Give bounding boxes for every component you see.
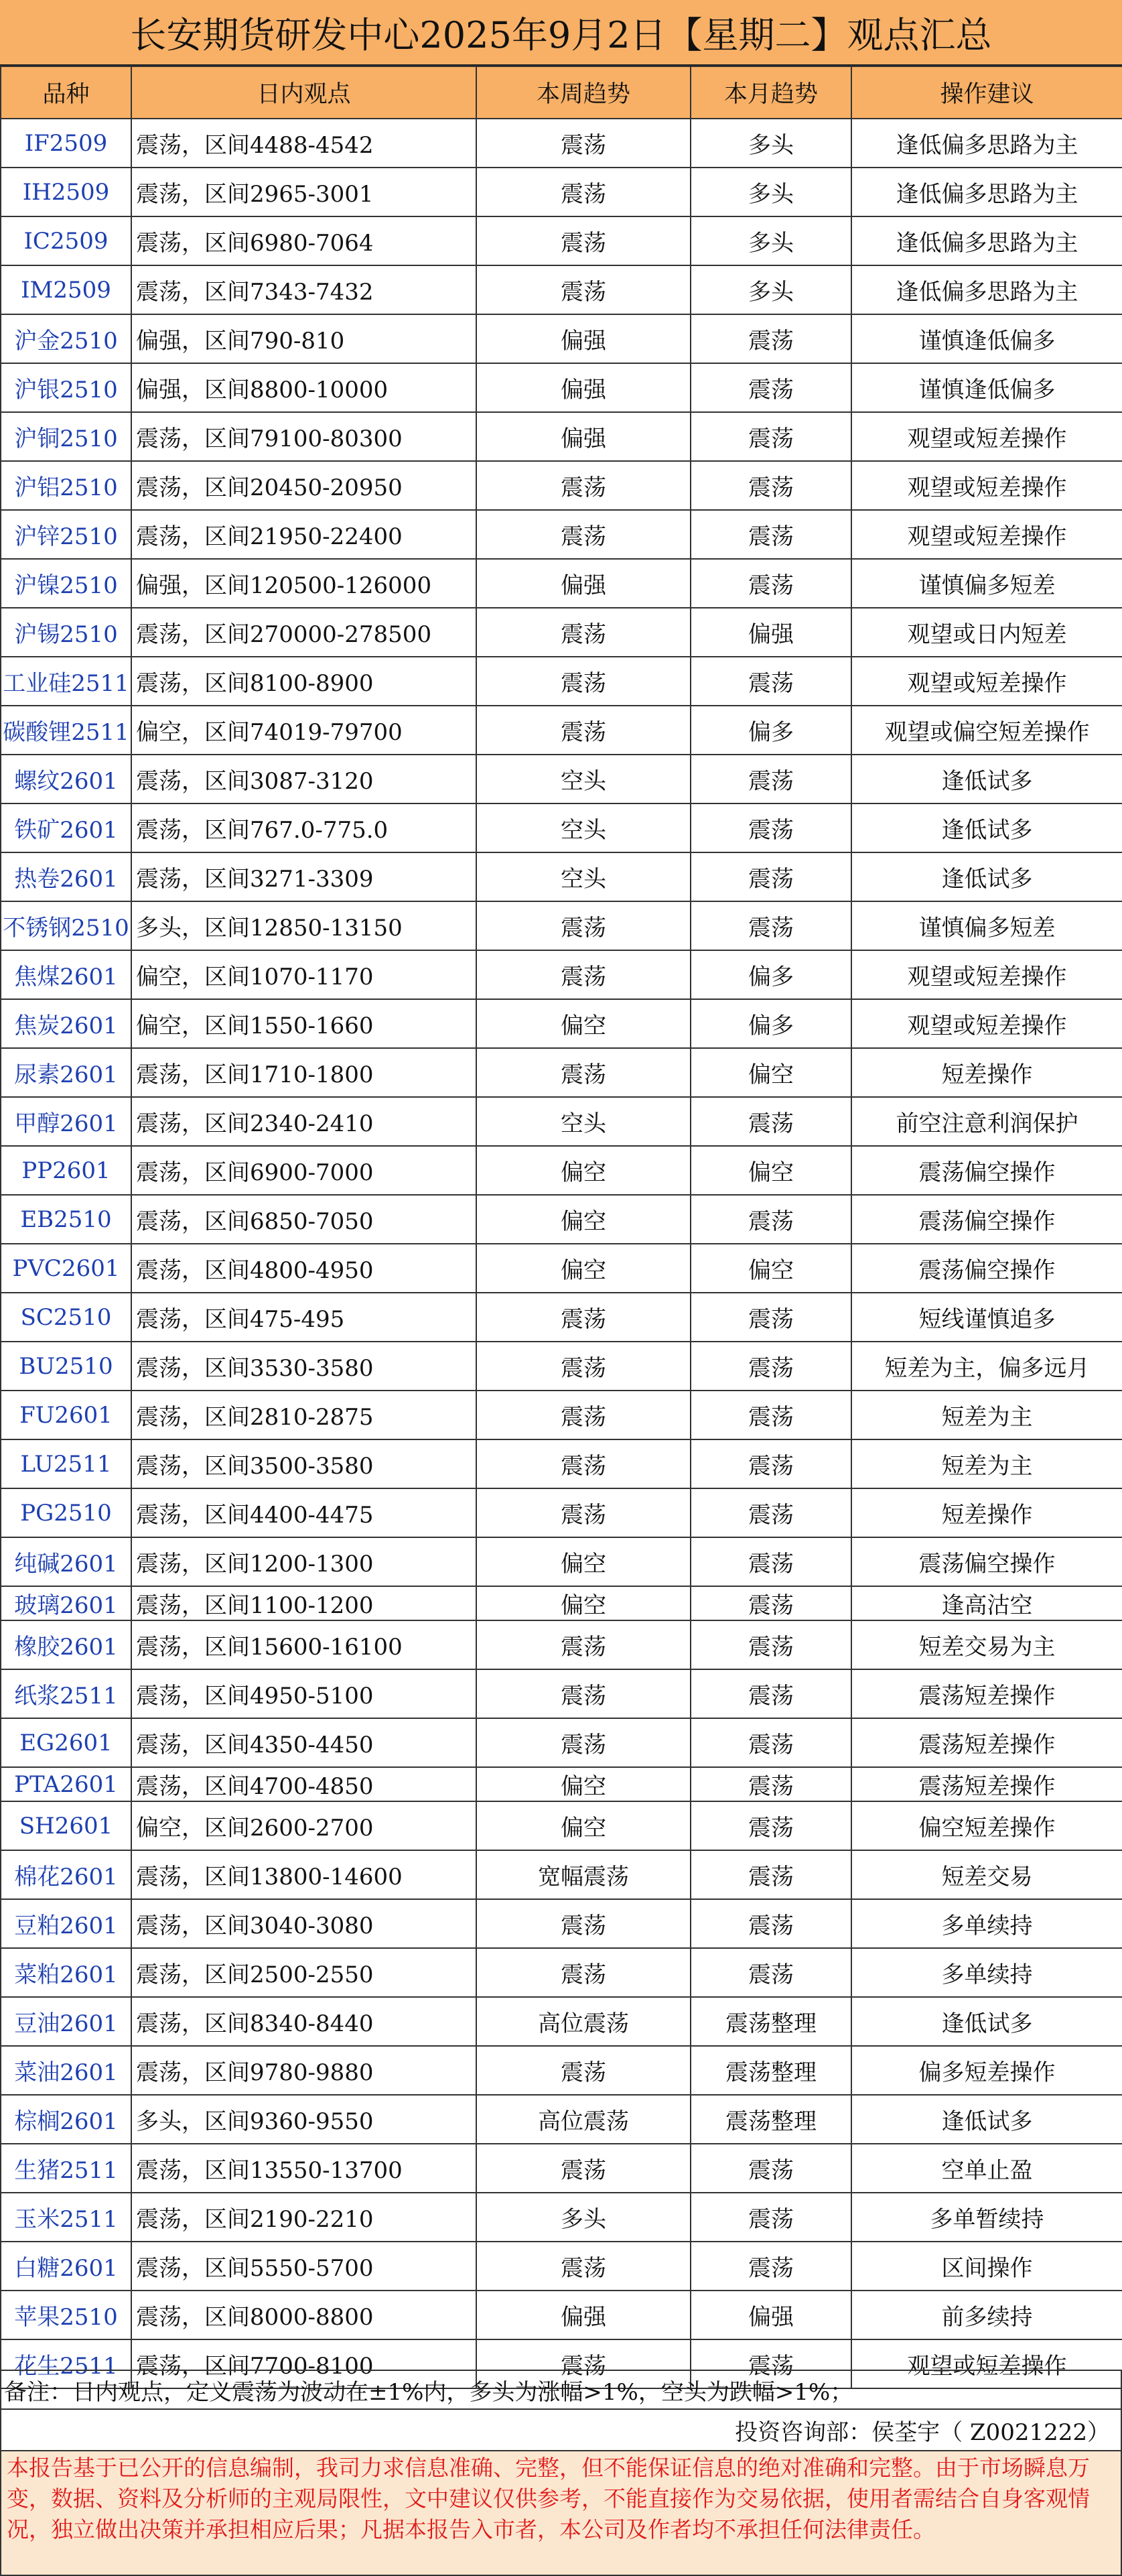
cell-monthly-trend: 震荡整理 (691, 2046, 851, 2095)
table-row (1, 1342, 1122, 1391)
cell-suggestion: 短差交易 (851, 1850, 1122, 1899)
cell-suggestion: 谨慎偏多短差 (851, 901, 1122, 950)
cell-suggestion: 逢低偏多思路为主 (851, 119, 1122, 168)
cell-weekly-trend: 震荡 (476, 2046, 691, 2095)
table-row (1, 1488, 1122, 1537)
table-row (1, 510, 1122, 559)
cell-weekly-trend: 震荡 (476, 510, 691, 559)
cell-variety: 沪金2510 (1, 314, 131, 363)
cell-suggestion: 观望或短差操作 (851, 461, 1122, 510)
table-row (1, 216, 1122, 265)
table-row (1, 1195, 1122, 1244)
cell-variety: 纯碱2601 (1, 1537, 131, 1586)
cell-intraday-view: 震荡，区间8000-8800 (131, 2291, 476, 2339)
cell-intraday-view: 震荡，区间13800-14600 (131, 1850, 476, 1899)
table-row (1, 265, 1122, 314)
header-weekly-trend: 本周趋势 (476, 66, 691, 119)
cell-weekly-trend: 震荡 (476, 1439, 691, 1488)
cell-intraday-view: 震荡，区间6980-7064 (131, 216, 476, 265)
cell-intraday-view: 偏空，区间2600-2700 (131, 1801, 476, 1850)
cell-intraday-view: 震荡，区间2965-3001 (131, 168, 476, 216)
cell-monthly-trend: 震荡 (691, 510, 851, 559)
cell-variety: 苹果2510 (1, 2291, 131, 2339)
cell-monthly-trend: 震荡整理 (691, 1997, 851, 2046)
cell-intraday-view: 偏强，区间8800-10000 (131, 363, 476, 412)
cell-intraday-view: 多头，区间12850-13150 (131, 901, 476, 950)
table-row (1, 1146, 1122, 1195)
cell-intraday-view: 震荡，区间21950-22400 (131, 510, 476, 559)
cell-weekly-trend: 空头 (476, 755, 691, 803)
cell-intraday-view: 震荡，区间6900-7000 (131, 1146, 476, 1195)
cell-weekly-trend: 偏空 (476, 1586, 691, 1620)
cell-variety: 菜粕2601 (1, 1948, 131, 1997)
cell-monthly-trend: 震荡 (691, 1293, 851, 1342)
table-row (1, 1669, 1122, 1718)
cell-intraday-view: 偏空，区间1070-1170 (131, 950, 476, 999)
cell-intraday-view: 偏空，区间74019-79700 (131, 706, 476, 755)
table-row (1, 706, 1122, 755)
cell-variety: PTA2601 (1, 1767, 131, 1801)
cell-intraday-view: 震荡，区间9780-9880 (131, 2046, 476, 2095)
cell-weekly-trend: 偏空 (476, 1244, 691, 1293)
table-row (1, 559, 1122, 608)
cell-weekly-trend: 偏强 (476, 314, 691, 363)
cell-monthly-trend: 震荡 (691, 1620, 851, 1669)
cell-weekly-trend: 偏强 (476, 363, 691, 412)
table-row (1, 2046, 1122, 2095)
cell-weekly-trend: 震荡 (476, 1620, 691, 1669)
table-row (1, 2291, 1122, 2339)
cell-monthly-trend: 震荡 (691, 1586, 851, 1620)
cell-variety: PG2510 (1, 1488, 131, 1537)
table-row (1, 1767, 1122, 1801)
cell-variety: 螺纹2601 (1, 755, 131, 803)
cell-variety: 橡胶2601 (1, 1620, 131, 1669)
cell-monthly-trend: 偏多 (691, 999, 851, 1048)
cell-intraday-view: 震荡，区间6850-7050 (131, 1195, 476, 1244)
cell-suggestion: 逢低试多 (851, 755, 1122, 803)
cell-monthly-trend: 震荡 (691, 412, 851, 461)
cell-intraday-view: 震荡，区间3040-3080 (131, 1899, 476, 1948)
cell-suggestion: 逢低试多 (851, 2095, 1122, 2144)
cell-suggestion: 谨慎偏多短差 (851, 559, 1122, 608)
table-row (1, 1899, 1122, 1948)
cell-intraday-view: 多头，区间9360-9550 (131, 2095, 476, 2144)
cell-weekly-trend: 偏强 (476, 2291, 691, 2339)
cell-monthly-trend: 震荡 (691, 1850, 851, 1899)
table-row (1, 461, 1122, 510)
disclaimer: 本报告基于已公开的信息编制，我司力求信息准确、完整，但不能保证信息的绝对准确和完整。由于市场瞬息万变，数据、资料及分析师的主观局限性，文中建议仅供参考，不能直接作为交易依据，使用者需结合自身客观情况，独立做出决策并承担相应后果；凡据本报告入市者，本公司及作者均不承担任何法律责任。 (0, 2451, 1122, 2576)
cell-monthly-trend: 震荡 (691, 1342, 851, 1391)
cell-intraday-view: 震荡，区间15600-16100 (131, 1620, 476, 1669)
cell-weekly-trend: 高位震荡 (476, 2095, 691, 2144)
cell-suggestion: 震荡短差操作 (851, 1767, 1122, 1801)
cell-suggestion: 观望或偏空短差操作 (851, 706, 1122, 755)
cell-suggestion: 观望或短差操作 (851, 2339, 1122, 2388)
cell-variety: LU2511 (1, 1439, 131, 1488)
table-row (1, 1391, 1122, 1439)
cell-weekly-trend: 偏强 (476, 559, 691, 608)
cell-weekly-trend: 震荡 (476, 2242, 691, 2291)
cell-variety: 生猪2511 (1, 2144, 131, 2193)
cell-intraday-view: 震荡，区间7700-8100 (131, 2339, 476, 2388)
cell-monthly-trend: 震荡 (691, 1537, 851, 1586)
contact-line: 投资咨询部：侯荃宇（ Z0021222） (0, 2410, 1122, 2451)
cell-monthly-trend: 震荡 (691, 1899, 851, 1948)
cell-intraday-view: 震荡，区间3500-3580 (131, 1439, 476, 1488)
table-row (1, 852, 1122, 901)
header-monthly-trend: 本月趋势 (691, 66, 851, 119)
header-suggestion: 操作建议 (851, 66, 1122, 119)
cell-weekly-trend: 空头 (476, 1097, 691, 1146)
cell-variety: 热卷2601 (1, 852, 131, 901)
cell-suggestion: 震荡偏空操作 (851, 1537, 1122, 1586)
cell-variety: PP2601 (1, 1146, 131, 1195)
cell-monthly-trend: 震荡 (691, 1948, 851, 1997)
cell-variety: 甲醇2601 (1, 1097, 131, 1146)
table-row (1, 1948, 1122, 1997)
table-row (1, 657, 1122, 706)
cell-intraday-view: 震荡，区间8340-8440 (131, 1997, 476, 2046)
table-row (1, 999, 1122, 1048)
cell-suggestion: 逢低偏多思路为主 (851, 168, 1122, 216)
cell-intraday-view: 震荡，区间2500-2550 (131, 1948, 476, 1997)
cell-intraday-view: 震荡，区间4800-4950 (131, 1244, 476, 1293)
cell-monthly-trend: 多头 (691, 168, 851, 216)
cell-monthly-trend: 震荡 (691, 2339, 851, 2388)
cell-suggestion: 短差交易为主 (851, 1620, 1122, 1669)
cell-suggestion: 偏多短差操作 (851, 2046, 1122, 2095)
cell-suggestion: 震荡偏空操作 (851, 1146, 1122, 1195)
cell-suggestion: 前空注意利润保护 (851, 1097, 1122, 1146)
table-row (1, 1801, 1122, 1850)
table-row (1, 803, 1122, 852)
cell-weekly-trend: 震荡 (476, 608, 691, 657)
cell-variety: PVC2601 (1, 1244, 131, 1293)
cell-monthly-trend: 震荡 (691, 1669, 851, 1718)
cell-suggestion: 空单止盈 (851, 2144, 1122, 2193)
table-row (1, 1097, 1122, 1146)
cell-suggestion: 观望或短差操作 (851, 412, 1122, 461)
cell-variety: 纸浆2511 (1, 1669, 131, 1718)
cell-monthly-trend: 震荡 (691, 1391, 851, 1439)
cell-weekly-trend: 震荡 (476, 1669, 691, 1718)
cell-weekly-trend: 震荡 (476, 901, 691, 950)
cell-monthly-trend: 震荡 (691, 363, 851, 412)
cell-weekly-trend: 空头 (476, 803, 691, 852)
table-row (1, 1293, 1122, 1342)
cell-intraday-view: 震荡，区间13550-13700 (131, 2144, 476, 2193)
table-row (1, 1718, 1122, 1767)
header-intraday-view: 日内观点 (131, 66, 476, 119)
cell-weekly-trend: 震荡 (476, 1391, 691, 1439)
cell-weekly-trend: 震荡 (476, 168, 691, 216)
cell-monthly-trend: 多头 (691, 265, 851, 314)
table-row (1, 1586, 1122, 1620)
cell-intraday-view: 震荡，区间79100-80300 (131, 412, 476, 461)
cell-weekly-trend: 震荡 (476, 2144, 691, 2193)
cell-intraday-view: 震荡，区间4350-4450 (131, 1718, 476, 1767)
cell-monthly-trend: 震荡 (691, 1801, 851, 1850)
table-row (1, 1850, 1122, 1899)
cell-intraday-view: 震荡，区间4488-4542 (131, 119, 476, 168)
cell-intraday-view: 震荡，区间1710-1800 (131, 1048, 476, 1097)
table-row (1, 901, 1122, 950)
table-row (1, 1048, 1122, 1097)
table-row (1, 1244, 1122, 1293)
table-row (1, 314, 1122, 363)
cell-intraday-view: 偏强，区间120500-126000 (131, 559, 476, 608)
cell-suggestion: 前多续持 (851, 2291, 1122, 2339)
cell-intraday-view: 震荡，区间3087-3120 (131, 755, 476, 803)
cell-suggestion: 逢低偏多思路为主 (851, 265, 1122, 314)
cell-weekly-trend: 偏空 (476, 1195, 691, 1244)
cell-suggestion: 逢高沽空 (851, 1586, 1122, 1620)
cell-variety: IH2509 (1, 168, 131, 216)
cell-weekly-trend: 偏空 (476, 1146, 691, 1195)
cell-suggestion: 逢低试多 (851, 803, 1122, 852)
cell-intraday-view: 偏强，区间790-810 (131, 314, 476, 363)
cell-weekly-trend: 宽幅震荡 (476, 1850, 691, 1899)
cell-suggestion: 震荡偏空操作 (851, 1244, 1122, 1293)
cell-weekly-trend: 震荡 (476, 216, 691, 265)
cell-suggestion: 观望或短差操作 (851, 950, 1122, 999)
cell-variety: 沪铝2510 (1, 461, 131, 510)
table-row (1, 2193, 1122, 2242)
cell-monthly-trend: 震荡 (691, 1718, 851, 1767)
cell-suggestion: 震荡偏空操作 (851, 1195, 1122, 1244)
cell-suggestion: 逢低试多 (851, 1997, 1122, 2046)
cell-variety: IM2509 (1, 265, 131, 314)
views-table (0, 66, 1122, 2389)
cell-weekly-trend: 震荡 (476, 657, 691, 706)
cell-monthly-trend: 震荡整理 (691, 2095, 851, 2144)
cell-monthly-trend: 震荡 (691, 755, 851, 803)
cell-monthly-trend: 震荡 (691, 901, 851, 950)
cell-variety: 菜油2601 (1, 2046, 131, 2095)
cell-variety: 工业硅2511 (1, 657, 131, 706)
cell-weekly-trend: 震荡 (476, 1948, 691, 1997)
cell-intraday-view: 震荡，区间2340-2410 (131, 1097, 476, 1146)
cell-weekly-trend: 震荡 (476, 1718, 691, 1767)
cell-intraday-view: 震荡，区间4700-4850 (131, 1767, 476, 1801)
cell-intraday-view: 震荡，区间2810-2875 (131, 1391, 476, 1439)
table-row (1, 1620, 1122, 1669)
table-row (1, 2144, 1122, 2193)
table-row (1, 755, 1122, 803)
cell-variety: 玉米2511 (1, 2193, 131, 2242)
cell-suggestion: 短差操作 (851, 1048, 1122, 1097)
table-row (1, 608, 1122, 657)
cell-intraday-view: 震荡，区间4950-5100 (131, 1669, 476, 1718)
cell-monthly-trend: 多头 (691, 119, 851, 168)
cell-intraday-view: 震荡，区间1200-1300 (131, 1537, 476, 1586)
cell-variety: BU2510 (1, 1342, 131, 1391)
cell-intraday-view: 震荡，区间1100-1200 (131, 1586, 476, 1620)
cell-suggestion: 逢低试多 (851, 852, 1122, 901)
cell-intraday-view: 震荡，区间767.0-775.0 (131, 803, 476, 852)
table-row (1, 950, 1122, 999)
cell-intraday-view: 震荡，区间8100-8900 (131, 657, 476, 706)
cell-weekly-trend: 震荡 (476, 1342, 691, 1391)
cell-intraday-view: 震荡，区间270000-278500 (131, 608, 476, 657)
cell-intraday-view: 震荡，区间3271-3309 (131, 852, 476, 901)
cell-variety: IC2509 (1, 216, 131, 265)
cell-monthly-trend: 震荡 (691, 1488, 851, 1537)
table-row (1, 119, 1122, 168)
table-row (1, 1997, 1122, 2046)
cell-weekly-trend: 偏空 (476, 999, 691, 1048)
table-row (1, 1439, 1122, 1488)
cell-suggestion: 观望或日内短差 (851, 608, 1122, 657)
cell-intraday-view: 震荡，区间2190-2210 (131, 2193, 476, 2242)
cell-variety: SH2601 (1, 1801, 131, 1850)
cell-variety: 焦炭2601 (1, 999, 131, 1048)
page-title: 长安期货研发中心2025年9月2日【星期二】观点汇总 (0, 0, 1122, 66)
cell-weekly-trend: 震荡 (476, 1293, 691, 1342)
cell-monthly-trend: 震荡 (691, 1439, 851, 1488)
cell-variety: 沪银2510 (1, 363, 131, 412)
cell-suggestion: 短差为主，偏多远月 (851, 1342, 1122, 1391)
cell-weekly-trend: 震荡 (476, 265, 691, 314)
table-row (1, 412, 1122, 461)
cell-weekly-trend: 震荡 (476, 950, 691, 999)
cell-suggestion: 震荡短差操作 (851, 1718, 1122, 1767)
cell-monthly-trend: 偏空 (691, 1048, 851, 1097)
cell-weekly-trend: 偏空 (476, 1801, 691, 1850)
cell-variety: 碳酸锂2511 (1, 706, 131, 755)
cell-suggestion: 观望或短差操作 (851, 510, 1122, 559)
cell-suggestion: 多单暂续持 (851, 2193, 1122, 2242)
cell-suggestion: 震荡短差操作 (851, 1669, 1122, 1718)
cell-variety: 花生2511 (1, 2339, 131, 2388)
cell-weekly-trend: 震荡 (476, 119, 691, 168)
header-variety: 品种 (1, 66, 131, 119)
cell-weekly-trend: 偏强 (476, 412, 691, 461)
cell-weekly-trend: 偏空 (476, 1537, 691, 1586)
cell-weekly-trend: 空头 (476, 852, 691, 901)
cell-monthly-trend: 震荡 (691, 461, 851, 510)
cell-suggestion: 区间操作 (851, 2242, 1122, 2291)
cell-monthly-trend: 偏空 (691, 1146, 851, 1195)
cell-monthly-trend: 震荡 (691, 2144, 851, 2193)
header-row (1, 66, 1122, 119)
cell-weekly-trend: 震荡 (476, 1488, 691, 1537)
cell-variety: 白糖2601 (1, 2242, 131, 2291)
cell-intraday-view: 震荡，区间4400-4475 (131, 1488, 476, 1537)
cell-variety: 沪镍2510 (1, 559, 131, 608)
cell-intraday-view: 震荡，区间475-495 (131, 1293, 476, 1342)
cell-variety: 棉花2601 (1, 1850, 131, 1899)
cell-monthly-trend: 震荡 (691, 2193, 851, 2242)
cell-variety: 豆粕2601 (1, 1899, 131, 1948)
cell-suggestion: 多单续持 (851, 1899, 1122, 1948)
cell-suggestion: 短差为主 (851, 1391, 1122, 1439)
cell-variety: FU2601 (1, 1391, 131, 1439)
cell-variety: 沪锌2510 (1, 510, 131, 559)
cell-suggestion: 多单续持 (851, 1948, 1122, 1997)
cell-monthly-trend: 偏空 (691, 1244, 851, 1293)
cell-monthly-trend: 震荡 (691, 1767, 851, 1801)
cell-weekly-trend: 震荡 (476, 1048, 691, 1097)
cell-monthly-trend: 震荡 (691, 852, 851, 901)
cell-variety: IF2509 (1, 119, 131, 168)
cell-monthly-trend: 偏多 (691, 706, 851, 755)
table-row (1, 168, 1122, 216)
cell-intraday-view: 震荡，区间20450-20950 (131, 461, 476, 510)
cell-variety: EG2601 (1, 1718, 131, 1767)
cell-variety: 沪铜2510 (1, 412, 131, 461)
cell-variety: 棕榈2601 (1, 2095, 131, 2144)
cell-weekly-trend: 高位震荡 (476, 1997, 691, 2046)
cell-intraday-view: 偏空，区间1550-1660 (131, 999, 476, 1048)
cell-variety: 焦煤2601 (1, 950, 131, 999)
cell-monthly-trend: 震荡 (691, 314, 851, 363)
cell-variety: 豆油2601 (1, 1997, 131, 2046)
cell-monthly-trend: 震荡 (691, 657, 851, 706)
cell-variety: 铁矿2601 (1, 803, 131, 852)
cell-variety: 沪锡2510 (1, 608, 131, 657)
cell-monthly-trend: 震荡 (691, 1195, 851, 1244)
cell-weekly-trend: 偏空 (476, 1767, 691, 1801)
table-row (1, 2095, 1122, 2144)
cell-suggestion: 谨慎逢低偏多 (851, 363, 1122, 412)
table-row (1, 2242, 1122, 2291)
table-body (1, 119, 1122, 2388)
footnote: 备注：日内观点，定义震荡为波动在±1%内，多头为涨幅>1%，空头为跌幅>1%； (0, 2370, 1122, 2410)
cell-intraday-view: 震荡，区间5550-5700 (131, 2242, 476, 2291)
cell-weekly-trend: 震荡 (476, 461, 691, 510)
cell-monthly-trend: 震荡 (691, 1097, 851, 1146)
cell-suggestion: 偏空短差操作 (851, 1801, 1122, 1850)
cell-suggestion: 观望或短差操作 (851, 999, 1122, 1048)
cell-variety: EB2510 (1, 1195, 131, 1244)
cell-suggestion: 观望或短差操作 (851, 657, 1122, 706)
cell-weekly-trend: 震荡 (476, 2339, 691, 2388)
cell-weekly-trend: 震荡 (476, 1899, 691, 1948)
cell-monthly-trend: 多头 (691, 216, 851, 265)
cell-monthly-trend: 偏多 (691, 950, 851, 999)
cell-suggestion: 逢低偏多思路为主 (851, 216, 1122, 265)
cell-monthly-trend: 震荡 (691, 559, 851, 608)
table-row (1, 1537, 1122, 1586)
cell-variety: SC2510 (1, 1293, 131, 1342)
cell-suggestion: 短差操作 (851, 1488, 1122, 1537)
cell-suggestion: 短差为主 (851, 1439, 1122, 1488)
cell-variety: 玻璃2601 (1, 1586, 131, 1620)
cell-variety: 不锈钢2510 (1, 901, 131, 950)
cell-monthly-trend: 偏强 (691, 2291, 851, 2339)
cell-monthly-trend: 震荡 (691, 2242, 851, 2291)
cell-suggestion: 短线谨慎追多 (851, 1293, 1122, 1342)
cell-weekly-trend: 震荡 (476, 706, 691, 755)
cell-intraday-view: 震荡，区间3530-3580 (131, 1342, 476, 1391)
cell-monthly-trend: 震荡 (691, 803, 851, 852)
cell-suggestion: 谨慎逢低偏多 (851, 314, 1122, 363)
cell-intraday-view: 震荡，区间7343-7432 (131, 265, 476, 314)
cell-variety: 尿素2601 (1, 1048, 131, 1097)
cell-weekly-trend: 多头 (476, 2193, 691, 2242)
table-row (1, 363, 1122, 412)
cell-monthly-trend: 偏强 (691, 608, 851, 657)
